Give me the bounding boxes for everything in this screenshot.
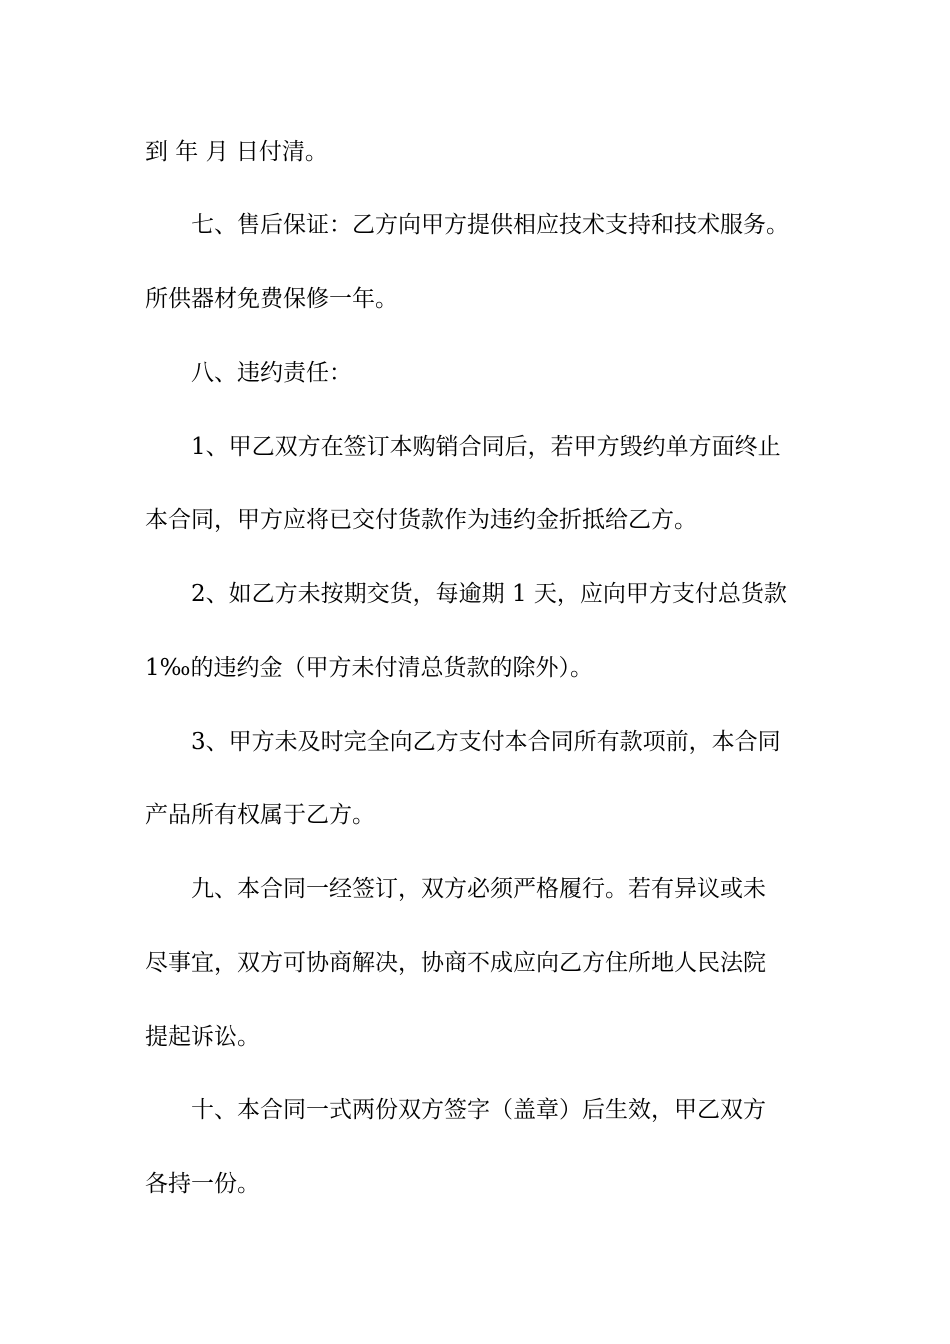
- text-line-clause-2-cont: 1‰的违约金（甲方未付清总货款的除外）。: [145, 655, 593, 681]
- text-line-clause-3-cont: 产品所有权属于乙方。: [145, 802, 375, 828]
- text-line-section-9: 九、本合同一经签订，双方必须严格履行。若有异议或未: [191, 876, 766, 902]
- text-line-section-9-end: 提起诉讼。: [145, 1024, 260, 1050]
- text-line-section-7: 七、售后保证：乙方向甲方提供相应技术支持和技术服务。: [191, 212, 789, 238]
- text-line-section-10-end: 各持一份。: [145, 1171, 260, 1197]
- text-line-clause-2: 2、如乙方未按期交货，每逾期 1 天，应向甲方支付总货款: [191, 581, 787, 607]
- text-line-payment-date: 到 年 月 日付清。: [145, 139, 328, 165]
- text-line-clause-1: 1、甲乙双方在签订本购销合同后，若甲方毁约单方面终止: [191, 434, 781, 460]
- text-line-clause-1-cont: 本合同，甲方应将已交付货款作为违约金折抵给乙方。: [145, 507, 697, 533]
- text-line-clause-3: 3、甲方未及时完全向乙方支付本合同所有款项前，本合同: [191, 729, 781, 755]
- text-line-warranty: 所供器材免费保修一年。: [145, 286, 398, 312]
- text-line-section-10: 十、本合同一式两份双方签字（盖章）后生效，甲乙双方: [191, 1097, 766, 1123]
- text-line-section-8-heading: 八、违约责任：: [191, 360, 352, 386]
- text-line-section-9-cont: 尽事宜，双方可协商解决，协商不成应向乙方住所地人民法院: [145, 950, 766, 976]
